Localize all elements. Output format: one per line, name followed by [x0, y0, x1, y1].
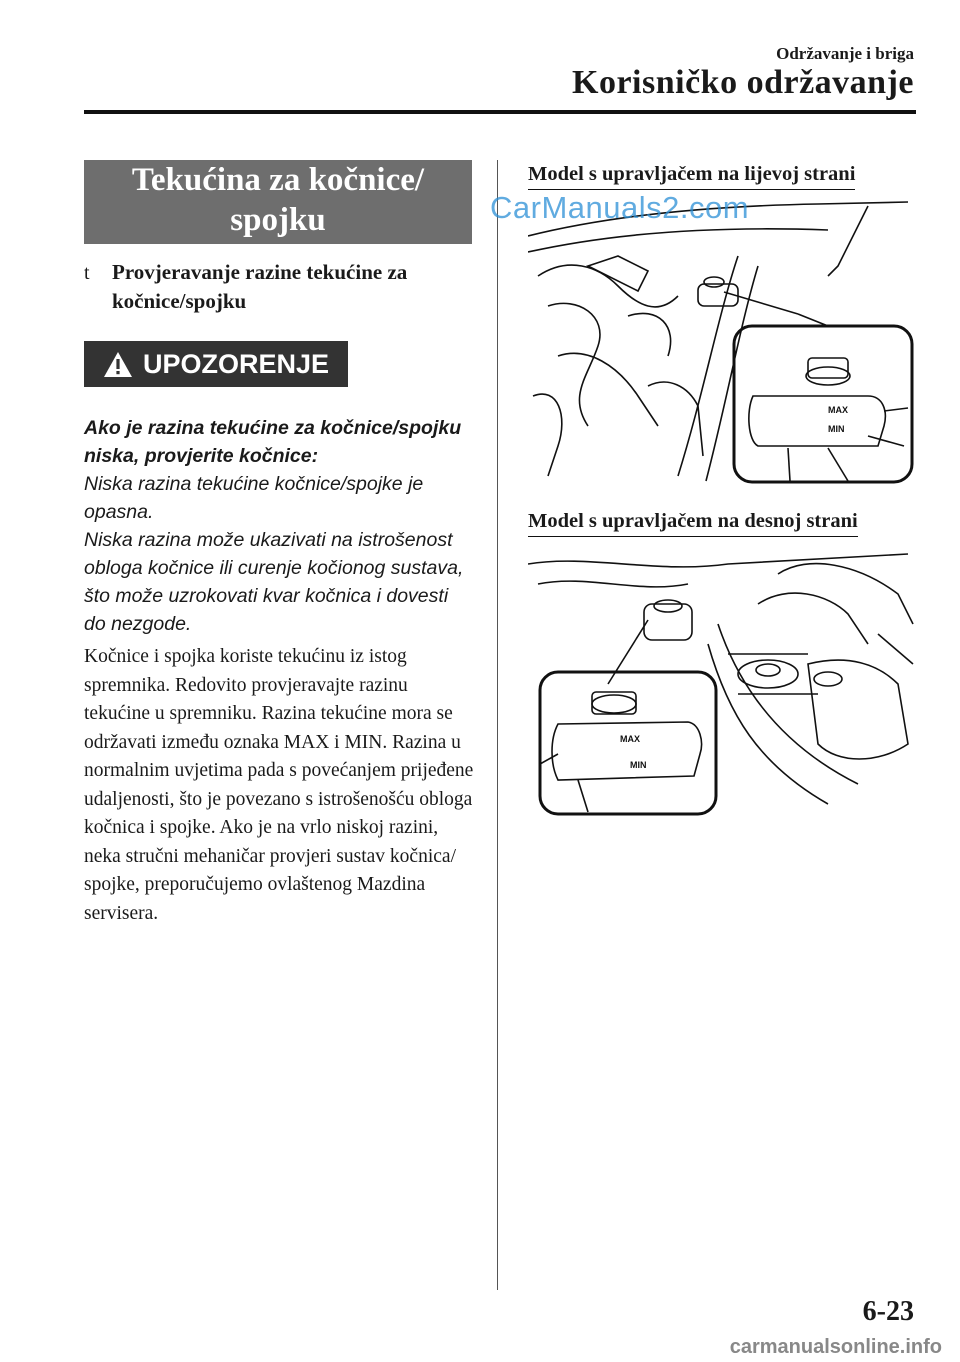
- caption-right-hand-drive: Model s upravljačem na desnoj strani: [528, 510, 858, 537]
- warning-line-2: Niska razina može ukazivati na istrošenost obloga kočnice ili curenje kočionog sustava, što može uzrokovati kvar kočnica i dovesti do nezgode.: [84, 529, 464, 635]
- right-max-label: MAX: [620, 734, 640, 744]
- warning-text: [84, 414, 472, 638]
- body-paragraph: Kočnice i spojka koriste tekućinu iz istog spremnika. Redovito provjeravajte razinu tekućine u spremniku. Razina tekućine mora se održavati između oznaka MAX i MIN. Razina u normalnim uvjetima pada s povećanjem prijeđene udaljenosti, što je povezano s istrošenošću obloga kočnica i spojke. Ako je na vrlo niskoj razini, neka stručni mehaničar provjeri sustav kočnica/ spojke, preporučujemo ovlaštenog Mazdina servisera.: [84, 646, 474, 924]
- warning-lead: Ako je razina tekućine za kočnice/spojku niska, provjerite kočnice:: [84, 417, 462, 467]
- page-number: 6-23: [862, 1296, 914, 1327]
- header-chapter: Korisničko održavanje: [572, 64, 914, 101]
- section-title: [84, 160, 472, 244]
- watermark: CarManuals2.com: [490, 190, 750, 225]
- subheading-bullet: t: [84, 262, 90, 284]
- section-title-line1: Tekućina za kočnice/: [131, 162, 425, 198]
- warning-triangle-icon: [103, 351, 133, 378]
- figure-right-hand-drive: [528, 544, 916, 816]
- subheading: Provjeravanje razine tekućine za kočnice/spojku: [112, 260, 408, 313]
- warning-label: UPOZORENJE: [142, 348, 330, 379]
- header-rule: [84, 110, 916, 114]
- figure-left-hand-drive: [528, 196, 916, 486]
- footer-url: carmanualsonline.info: [729, 1336, 942, 1358]
- left-max-label: MAX: [828, 405, 848, 415]
- right-min-label: MIN: [630, 760, 647, 770]
- column-divider: [497, 160, 498, 1290]
- warning-line-1: Niska razina tekućine kočnice/spojke je opasna.: [84, 473, 424, 523]
- left-min-label: MIN: [828, 424, 845, 434]
- caption-left-hand-drive: Model s upravljačem na lijevoj strani: [528, 163, 855, 190]
- warning-badge: [84, 341, 348, 387]
- section-title-line2: spojku: [230, 202, 326, 238]
- header-section: Održavanje i briga: [776, 44, 914, 63]
